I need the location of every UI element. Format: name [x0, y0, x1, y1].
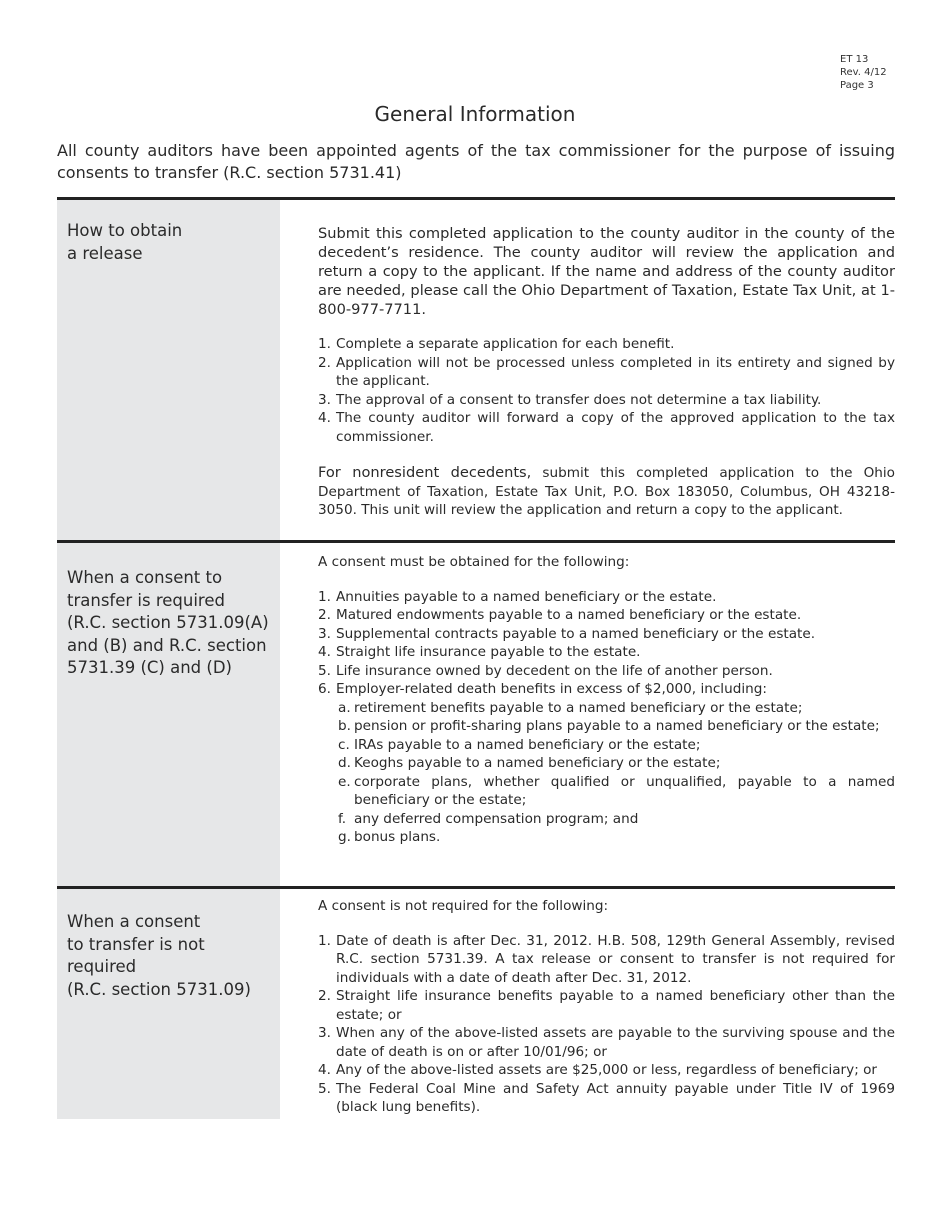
section-side-panel — [57, 200, 280, 543]
numbered-list — [318, 932, 895, 1117]
section-lead: A consent is not required for the following: — [318, 898, 609, 914]
intro-paragraph: All county auditors have been appointed agents of the tax commissioner for the purpose of issuing consents to transfer (R.C. section 5731.41) — [57, 141, 895, 182]
section-lead: A consent must be obtained for the following: — [318, 554, 630, 570]
page-number: Page 3 — [840, 80, 874, 91]
list-item: 4. Any of the above-listed assets are $25,000 or less, regardless of beneficiary; or — [318, 1062, 878, 1078]
list-item: 3. When any of the above-listed assets are payable to the surviving spouse and the date of death is on or after 10/01/96; or — [318, 1025, 895, 1060]
section-consent-required — [57, 540, 895, 889]
section-heading: When a consent to transfer is required (R.C. section 5731.09(A) and (B) and R.C. section 5731.39 (C) and (D) — [67, 568, 269, 677]
list-item: 2. Application will not be processed unless completed in its entirety and signed by the applicant. — [318, 354, 895, 389]
section-content — [318, 224, 895, 520]
page-title: General Information — [374, 102, 576, 126]
list-item: 4. Straight life insurance payable to the estate. — [318, 644, 641, 660]
numbered-list — [318, 588, 895, 847]
list-item: 5. The Federal Coal Mine and Safety Act annuity payable under Title IV of 1969 (black lung benefits). — [318, 1080, 895, 1115]
list-item: 6. Employer-related death benefits in excess of $2,000, including: a. retirement benefits payable to a named beneficiary or the estate; b. pension or profit-sharing plans payable to a named beneficiary or the estate; c. IRAs payable to a named beneficiary or the estate; d. Keoghs payable to a named beneficiary or the estate; e. corporate plans, whether qualified or unqualified, payable to a named beneficiary or the estate; f. any deferred compensation program; and g. bonus plans. — [318, 681, 895, 845]
list-item: 3. The approval of a consent to transfer does not determine a tax liability. — [318, 391, 822, 408]
list-item: 1. Date of death is after Dec. 31, 2012. H.B. 508, 129th General Assembly, revised R.C. section 5731.39. A tax release or consent to transfer is not required for individuals with a date of death after Dec. 31, 2012. — [318, 932, 895, 986]
section-side-panel — [57, 889, 280, 1119]
section-how-to-obtain-release — [57, 197, 895, 543]
section-content — [318, 553, 895, 847]
sublist-item: f. any deferred compensation program; and — [338, 810, 639, 827]
sublist-item: a. retirement benefits payable to a named beneficiary or the estate; — [338, 699, 803, 716]
section-lead: Submit this completed application to the county auditor in the county of the decedent’s residence. The county auditor will review the application and return a copy to the applicant. If the name and address of the county auditor are needed, please call the Ohio Department of Taxation, Estate Tax Unit, at 1-800-977-7711. — [318, 225, 895, 318]
list-item: 5. Life insurance owned by decedent on the life of another person. — [318, 662, 773, 679]
sublist-item: d. Keoghs payable to a named beneficiary or the estate; — [338, 755, 721, 771]
sublist-item: c. IRAs payable to a named beneficiary or the estate; — [338, 736, 701, 753]
lettered-sublist — [336, 699, 895, 847]
section-heading: When a consent to transfer is not required (R.C. section 5731.09) — [67, 912, 251, 999]
numbered-list — [318, 335, 895, 446]
form-code: ET 13 — [840, 54, 869, 65]
section-content — [318, 897, 895, 1117]
sublist-item: b. pension or profit-sharing plans payable to a named beneficiary or the estate; — [338, 718, 880, 734]
list-item: 1. Annuities payable to a named beneficiary or the estate. — [318, 588, 717, 605]
list-item: 2. Straight life insurance benefits payable to a named beneficiary other than the estate; or — [318, 988, 895, 1023]
list-item: 4. The county auditor will forward a copy of the approved application to the tax commissioner. — [318, 410, 895, 445]
section-heading: How to obtain a release — [67, 221, 183, 263]
list-item: 1. Complete a separate application for each benefit. — [318, 336, 675, 352]
list-item: 2. Matured endowments payable to a named beneficiary or the estate. — [318, 607, 802, 623]
section-consent-not-required — [57, 886, 895, 1119]
section-side-panel — [57, 543, 280, 889]
sublist-item: e. corporate plans, whether qualified or unqualified, payable to a named beneficiary or the estate; — [338, 773, 895, 808]
sublist-item: g. bonus plans. — [338, 829, 441, 845]
list-item: 3. Supplemental contracts payable to a named beneficiary or the estate. — [318, 625, 816, 642]
form-identifier — [840, 53, 887, 92]
nonresident-note: For nonresident decedents, submit this completed application to the Ohio Department of Taxation, Estate Tax Unit, P.O. Box 183050, Columbus, OH 43218-3050. This unit will review the application and return a copy to the applicant. — [318, 464, 895, 518]
form-revision: Rev. 4/12 — [840, 67, 887, 78]
